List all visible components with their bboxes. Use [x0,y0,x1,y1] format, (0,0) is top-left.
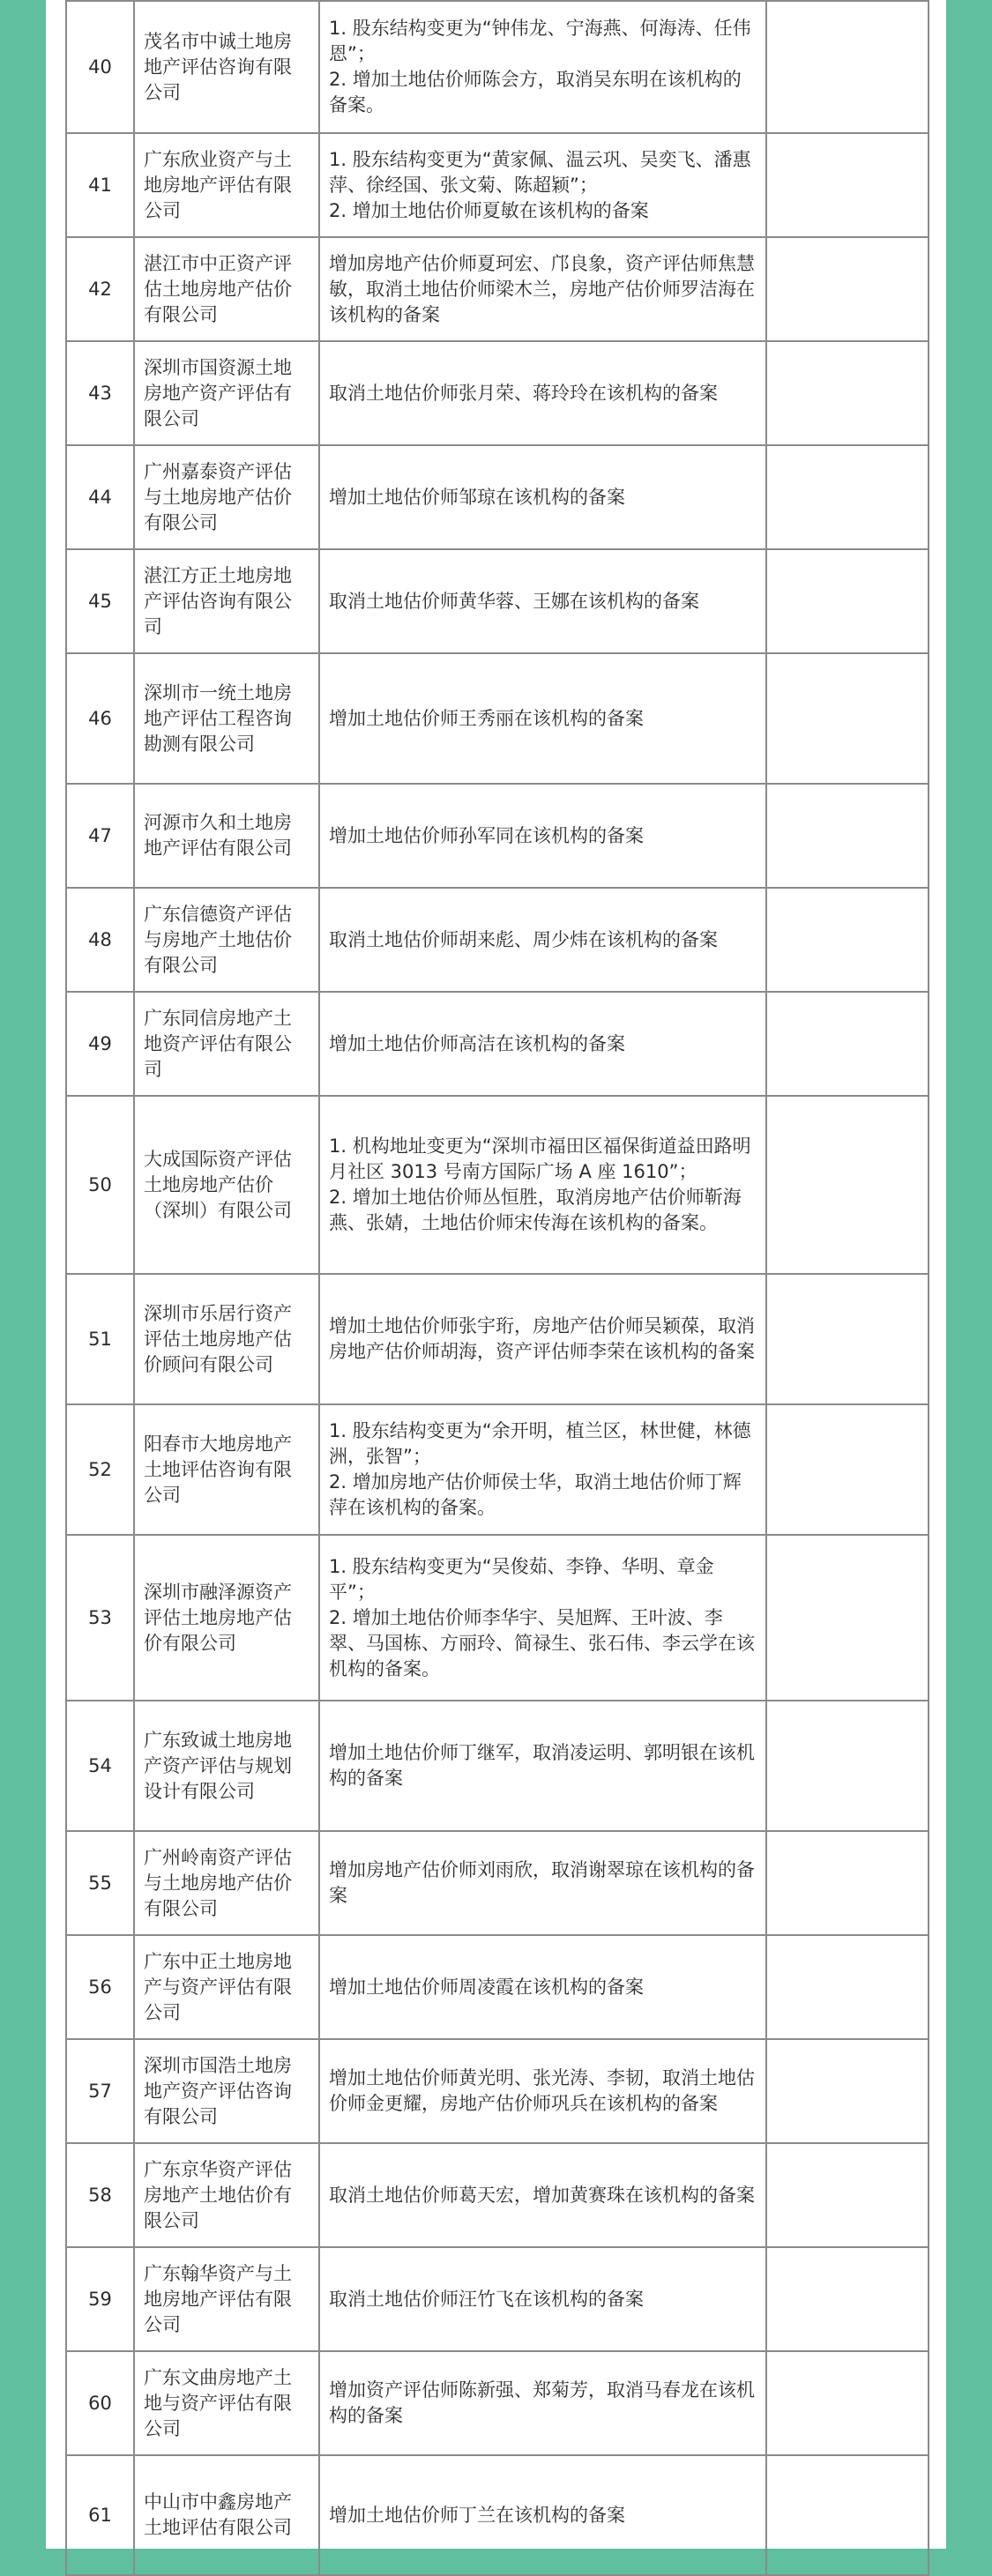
document-page [46,0,946,2549]
table-row [66,549,929,653]
table-row [66,1831,929,1935]
note-cell [766,1404,929,1535]
row-number: 50 [66,1096,134,1274]
agency-name: 广东文曲房地产土地与资产评估有限公司 [134,2351,319,2455]
agency-name: 广东中正土地房地产与资产评估有限公司 [134,1935,319,2039]
note-cell [766,1,929,133]
table-row [66,1096,929,1274]
note-cell [766,1096,929,1274]
change-line: 取消土地估价师汪竹飞在该机构的备案 [329,2288,644,2310]
change-content [319,133,766,237]
change-content [319,2247,766,2351]
agency-name: 湛江市中正资产评估土地房地产估价有限公司 [134,237,319,341]
table-row [66,341,929,445]
change-line: 2. 增加土地估价师夏敏在该机构的备案 [329,199,649,221]
change-content [319,1701,766,1831]
change-content [319,1535,766,1701]
agency-name: 广东同信房地产土地资产评估有限公司 [134,992,319,1096]
change-line: 2. 增加土地估价师陈会方，取消吴东明在该机构的备案。 [329,69,742,115]
change-content [319,888,766,992]
change-line: 1. 股东结构变更为“吴俊茹、李铮、华明、章金平”； [329,1555,714,1603]
change-line: 取消土地估价师黄华蓉、王娜在该机构的备案 [329,590,699,612]
note-cell [766,2247,929,2351]
change-line: 取消土地估价师胡来彪、周少炜在该机构的备案 [329,928,718,950]
change-content [319,237,766,341]
agency-name: 深圳市国资源土地房地产资产评估有限公司 [134,341,319,445]
note-cell [766,1935,929,2039]
table-row [66,445,929,549]
note-cell [766,2143,929,2247]
change-line: 2. 增加土地估价师李华宇、吴旭辉、王叶波、李翠、马国栋、方丽玲、简禄生、张石伟、李云学在该机构的备案。 [329,1606,755,1679]
note-cell [766,445,929,549]
row-number: 57 [66,2039,134,2143]
change-line: 1. 股东结构变更为“余开明，植兰区，林世健，林德洲，张智”； [329,1420,751,1467]
agency-name: 广东京华资产评估房地产土地估价有限公司 [134,2143,319,2247]
change-content [319,1935,766,2039]
change-line: 增加房地产估价师夏珂宏、邝良象，资产评估师焦慧敏，取消土地估价师梁木兰，房地产估价师罗洁海在该机构的备案 [329,252,755,325]
change-line: 增加土地估价师周凌霞在该机构的备案 [329,1976,644,1998]
agency-name: 深圳市一统土地房地产评估工程咨询勘测有限公司 [134,653,319,784]
change-content [319,784,766,888]
change-content [319,1,766,133]
note-cell [766,2455,929,2575]
change-content [319,992,766,1096]
change-line: 取消土地估价师张月荣、蒋玲玲在该机构的备案 [329,382,718,404]
table-row [66,2455,929,2575]
change-line: 增加土地估价师邹琼在该机构的备案 [329,486,625,508]
change-line: 1. 股东结构变更为“黄家佩、温云巩、吴奕飞、潘惠萍、徐经国、张文菊、陈超颖”； [329,148,751,196]
change-line: 增加土地估价师丁兰在该机构的备案 [329,2504,625,2526]
change-content [319,445,766,549]
table-row [66,888,929,992]
change-line: 增加土地估价师孙军同在该机构的备案 [329,824,644,846]
agency-name: 河源市久和土地房地产评估有限公司 [134,784,319,888]
row-number: 48 [66,888,134,992]
table-row [66,2351,929,2455]
table-body [66,1,929,2575]
change-line: 增加土地估价师张宇珩，房地产估价师吴颖葆，取消房地产估价师胡海，资产评估师李荣在该机构的备案 [329,1315,755,1362]
table-row [66,1404,929,1535]
change-content [319,1274,766,1404]
row-number: 51 [66,1274,134,1404]
agency-name: 大成国际资产评估土地房地产估价（深圳）有限公司 [134,1096,319,1274]
row-number: 56 [66,1935,134,2039]
table-row [66,1535,929,1701]
note-cell [766,2039,929,2143]
agency-name: 湛江方正土地房地产评估咨询有限公司 [134,549,319,653]
row-number: 42 [66,237,134,341]
row-number: 59 [66,2247,134,2351]
change-line: 1. 机构地址变更为“深圳市福田区福保街道益田路明月社区 3013 号南方国际广场 A 座 1610”； [329,1135,751,1182]
note-cell [766,888,929,992]
note-cell [766,653,929,784]
change-line: 2. 增加房地产估价师侯士华，取消土地估价师丁辉萍在该机构的备案。 [329,1471,742,1518]
agency-name: 广东信德资产评估与房地产土地估价有限公司 [134,888,319,992]
row-number: 60 [66,2351,134,2455]
note-cell [766,784,929,888]
row-number: 55 [66,1831,134,1935]
note-cell [766,2351,929,2455]
change-content [319,1096,766,1274]
row-number: 43 [66,341,134,445]
table-row [66,237,929,341]
row-number: 44 [66,445,134,549]
row-number: 41 [66,133,134,237]
row-number: 61 [66,2455,134,2575]
agency-name: 深圳市融泽源资产评估土地房地产估价有限公司 [134,1535,319,1701]
agency-name: 中山市中鑫房地产土地评估有限公司 [134,2455,319,2575]
agency-name: 深圳市乐居行资产评估土地房地产估价顾问有限公司 [134,1274,319,1404]
agency-name: 阳春市大地房地产土地评估咨询有限公司 [134,1404,319,1535]
change-line: 增加资产评估师陈新强、郑菊芳，取消马春龙在该机构的备案 [329,2379,755,2426]
change-content [319,2143,766,2247]
agency-name: 广东翰华资产与土地房地产评估有限公司 [134,2247,319,2351]
row-number: 47 [66,784,134,888]
note-cell [766,341,929,445]
table-row [66,1,929,133]
change-line: 增加土地估价师王秀丽在该机构的备案 [329,707,644,729]
change-line: 增加房地产估价师刘雨欣，取消谢翠琼在该机构的备案 [329,1859,755,1906]
note-cell [766,1831,929,1935]
row-number: 52 [66,1404,134,1535]
change-line: 1. 股东结构变更为“钟伟龙、宁海燕、何海涛、任伟恩”； [329,18,751,64]
note-cell [766,1274,929,1404]
agency-name: 广东欣业资产与土地房地产评估有限公司 [134,133,319,237]
table-row [66,1701,929,1831]
table-row [66,133,929,237]
table-row [66,1274,929,1404]
note-cell [766,992,929,1096]
change-content [319,653,766,784]
note-cell [766,237,929,341]
change-line: 2. 增加土地估价师丛恒胜，取消房地产估价师靳海燕、张婧，土地估价师宋传海在该机构的备案。 [329,1187,742,1233]
row-number: 54 [66,1701,134,1831]
agency-name: 广州岭南资产评估与土地房地产估价有限公司 [134,1831,319,1935]
change-content [319,341,766,445]
change-content [319,2351,766,2455]
change-content [319,2039,766,2143]
row-number: 46 [66,653,134,784]
change-content [319,1404,766,1535]
change-line: 增加土地估价师黄光明、张光涛、李韧，取消土地估价师金更耀，房地产估价师巩兵在该机构的备案 [329,2067,755,2114]
note-cell [766,549,929,653]
agency-name: 广州嘉泰资产评估与土地房地产估价有限公司 [134,445,319,549]
note-cell [766,1535,929,1701]
row-number: 49 [66,992,134,1096]
agency-name: 广东致诚土地房地产资产评估与规划设计有限公司 [134,1701,319,1831]
table-row [66,2039,929,2143]
change-line: 增加土地估价师丁继军，取消凌运明、郭明银在该机构的备案 [329,1742,755,1789]
agency-change-table [65,0,929,2576]
table-row [66,653,929,784]
table-row [66,992,929,1096]
table-row [66,2143,929,2247]
row-number: 58 [66,2143,134,2247]
agency-name: 茂名市中诚土地房地产评估咨询有限公司 [134,1,319,133]
row-number: 53 [66,1535,134,1701]
note-cell [766,133,929,237]
note-cell [766,1701,929,1831]
table-row [66,2247,929,2351]
change-content [319,549,766,653]
change-line: 取消土地估价师葛天宏，增加黄赛珠在该机构的备案 [329,2184,755,2206]
change-content [319,1831,766,1935]
agency-name: 深圳市国浩土地房地产资产评估咨询有限公司 [134,2039,319,2143]
change-content [319,2455,766,2575]
table-row [66,784,929,888]
table-row [66,1935,929,2039]
row-number: 45 [66,549,134,653]
change-line: 增加土地估价师高洁在该机构的备案 [329,1032,625,1054]
row-number: 40 [66,1,134,133]
